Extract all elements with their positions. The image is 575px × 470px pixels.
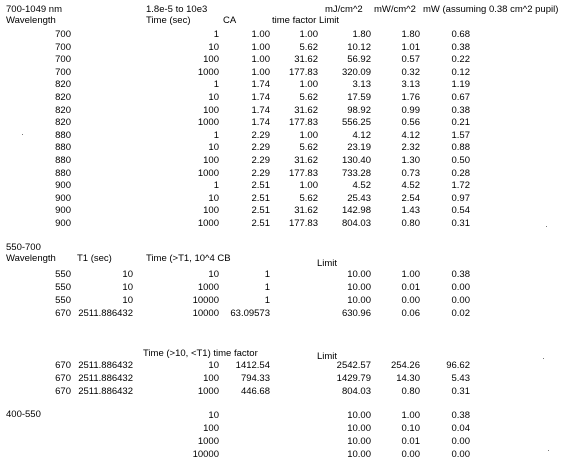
time-factor-header-3: Time (>10, <T1) time factor	[143, 348, 258, 359]
section1-row-cell: 10.12	[347, 41, 371, 53]
section1-row-cell: 1.01	[401, 41, 420, 53]
wavelength-header-2: Wavelength	[6, 253, 56, 264]
section2-row-cell: 1	[264, 282, 270, 293]
section3-row-cell: 1412.54	[235, 360, 270, 371]
section1-row-cell: 1.00	[251, 29, 270, 40]
section1-row-cell: 0.99	[401, 104, 420, 116]
section4-row-cell: 0.00	[451, 436, 470, 447]
section2-row-cell: 1000	[197, 282, 219, 293]
section1-row-cell: 2.32	[401, 142, 420, 154]
section2-row-cell: 10	[122, 295, 133, 306]
section1-row-cell: 0.38	[451, 41, 470, 53]
section4-row-cell: 0.10	[401, 423, 420, 434]
section1-row-cell: 100	[203, 54, 219, 66]
section1-row-cell: 2.51	[251, 180, 270, 192]
section2-row-cell: 0.06	[401, 308, 420, 319]
section1-row-cell: 0.31	[451, 218, 470, 229]
section3-row-cell: 5.43	[451, 373, 470, 384]
section1-row-cell: 4.12	[352, 129, 371, 141]
section1-row-cell: 880	[55, 142, 71, 154]
section1-row-cell: 1.00	[299, 79, 318, 91]
section1-row-cell: 25.43	[347, 192, 371, 204]
section4-row-cell: 0.01	[401, 436, 420, 447]
section1-row-cell: 0.32	[401, 66, 420, 78]
section1-row-cell: 1.00	[299, 129, 318, 141]
section1-row-cell: 130.40	[341, 155, 371, 166]
section4-row-cell: 10000	[192, 449, 219, 460]
range-label-700-1049: 700-1049 nm	[6, 4, 62, 15]
section3-row-cell: 0.80	[401, 386, 420, 397]
section1-row-cell: 0.28	[451, 167, 470, 179]
section1-row-cell: 2.51	[251, 192, 270, 204]
section3-row-cell: 0.31	[451, 386, 470, 397]
section1-row-cell: 0.68	[451, 29, 470, 40]
section1-row-cell: 177.83	[288, 66, 318, 78]
section1-row-cell: 1.74	[251, 92, 270, 103]
wavelength-header: Wavelength	[6, 15, 56, 26]
section2-row-cell: 0.38	[451, 269, 470, 280]
section2-row-cell: 1	[264, 269, 270, 280]
section1-row-cell: 700	[55, 41, 71, 53]
section1-row-cell: 1.00	[299, 180, 318, 192]
section1-row-cell: 31.62	[294, 155, 318, 166]
section3-row-cell: 1429.79	[336, 373, 371, 384]
section1-row-cell: 820	[55, 92, 71, 103]
section3-row-cell: 2542.57	[336, 360, 371, 371]
section1-row-cell: 1000	[197, 66, 219, 78]
section1-row-cell: 10	[208, 142, 219, 154]
section1-row-cell: 900	[55, 180, 71, 192]
section1-row-cell: 5.62	[299, 142, 318, 154]
time-cb-header: Time (>T1, 10^4 CB	[146, 253, 231, 264]
section1-row-cell: 31.62	[294, 54, 318, 66]
section4-row-cell: 10.00	[347, 436, 371, 447]
section2-row-cell: 0.00	[401, 295, 420, 306]
section4-row-cell: 10	[208, 410, 219, 421]
section4-row-cell: 10.00	[347, 423, 371, 434]
section1-row-cell: 1.74	[251, 79, 270, 91]
t1-header: T1 (sec)	[77, 253, 112, 264]
section1-row-cell: 1.00	[251, 66, 270, 78]
section1-row-cell: 177.83	[288, 167, 318, 179]
section3-row-cell: 670	[55, 373, 71, 384]
section3-row-cell: 100	[203, 373, 219, 384]
section1-row-cell: 177.83	[288, 218, 318, 229]
range-label-550-700: 550-700	[6, 242, 41, 253]
section3-row-cell: 2511.886432	[78, 360, 133, 371]
section1-row-cell: 0.22	[451, 54, 470, 66]
section4-row-cell: 100	[203, 423, 219, 434]
section1-row-cell: 1000	[197, 218, 219, 229]
section1-row-cell: 10	[208, 92, 219, 103]
section1-row-cell: 100	[203, 205, 219, 217]
section1-row-cell: 98.92	[347, 104, 371, 116]
scan-speck	[22, 134, 23, 135]
section1-row-cell: 1	[213, 79, 219, 91]
section1-row-cell: 100	[203, 104, 219, 116]
mj-cm2-header: mJ/cm^2	[325, 4, 363, 15]
section1-row-cell: 1.74	[251, 117, 270, 129]
section1-row-cell: 900	[55, 205, 71, 217]
section1-row-cell: 804.03	[341, 218, 371, 229]
section1-row-cell: 2.51	[251, 205, 270, 217]
section2-row-cell: 10.00	[347, 269, 371, 280]
section2-row-cell: 550	[55, 269, 71, 280]
section2-row-cell: 10	[122, 269, 133, 280]
section1-row-cell: 880	[55, 167, 71, 179]
section1-row-cell: 1000	[197, 117, 219, 129]
section1-row-cell: 0.57	[401, 54, 420, 66]
section1-row-cell: 880	[55, 155, 71, 166]
section1-row-cell: 0.80	[401, 218, 420, 229]
section1-row-cell: 177.83	[288, 117, 318, 129]
mw-cm2-header: mW/cm^2	[374, 4, 416, 15]
section1-row-cell: 10	[208, 41, 219, 53]
section4-row-cell: 10.00	[347, 449, 371, 460]
section1-row-cell: 1.00	[299, 29, 318, 40]
section1-row-cell: 1.80	[352, 29, 371, 40]
section1-row-cell: 733.28	[341, 167, 371, 179]
section2-row-cell: 630.96	[341, 308, 371, 319]
section1-row-cell: 10	[208, 192, 219, 204]
section1-row-cell: 320.09	[341, 66, 371, 78]
section3-row-cell: 670	[55, 386, 71, 397]
section4-row-cell: 0.00	[451, 449, 470, 460]
section2-row-cell: 10000	[192, 308, 219, 319]
section1-row-cell: 5.62	[299, 92, 318, 103]
section1-row-cell: 2.29	[251, 129, 270, 141]
section3-row-cell: 2511.886432	[78, 373, 133, 384]
section1-row-cell: 142.98	[341, 205, 371, 217]
section1-row-cell: 4.52	[352, 180, 371, 192]
section2-row-cell: 10000	[192, 295, 219, 306]
time-factor-limit-header: time factor Limit	[272, 15, 340, 26]
section2-row-cell: 0.00	[451, 295, 470, 306]
section1-row-cell: 0.73	[401, 167, 420, 179]
section1-row-cell: 0.67	[451, 92, 470, 103]
section2-row-cell: 550	[55, 282, 71, 293]
ca-header: CA	[223, 15, 237, 26]
section3-row-cell: 1000	[197, 386, 219, 397]
section1-row-cell: 2.29	[251, 167, 270, 179]
section1-row-cell: 23.19	[347, 142, 371, 154]
scan-speck	[546, 226, 547, 227]
section1-row-cell: 1.00	[251, 41, 270, 53]
section1-row-cell: 3.13	[401, 79, 420, 91]
section1-row-cell: 1	[213, 29, 219, 40]
section4-row-cell: 1.00	[401, 410, 420, 421]
section1-row-cell: 2.29	[251, 155, 270, 166]
section1-row-cell: 820	[55, 79, 71, 91]
time-range-label: 1.8e-5 to 10e3	[146, 4, 208, 15]
section1-row-cell: 1.74	[251, 104, 270, 116]
section1-row-cell: 4.12	[401, 129, 420, 141]
section1-row-cell: 700	[55, 66, 71, 78]
section1-row-cell: 3.13	[352, 79, 371, 91]
section1-row-cell: 0.56	[401, 117, 420, 129]
scan-speck	[548, 450, 549, 451]
section1-row-cell: 820	[55, 117, 71, 129]
section2-row-cell: 0.00	[451, 282, 470, 293]
section3-row-cell: 804.03	[341, 386, 371, 397]
section1-row-cell: 700	[55, 29, 71, 40]
section1-row-cell: 900	[55, 218, 71, 229]
section3-row-cell: 96.62	[446, 360, 470, 371]
section1-row-cell: 4.52	[401, 180, 420, 192]
section1-row-cell: 1.57	[451, 129, 470, 141]
section1-row-cell: 0.88	[451, 142, 470, 154]
section1-row-cell: 0.12	[451, 66, 470, 78]
section3-row-cell: 254.26	[390, 360, 420, 371]
section2-row-cell: 10	[208, 269, 219, 280]
section1-row-cell: 2.51	[251, 218, 270, 229]
section1-row-cell: 700	[55, 54, 71, 66]
section1-row-cell: 2.29	[251, 142, 270, 154]
section1-row-cell: 0.21	[451, 117, 470, 129]
section1-row-cell: 1.30	[401, 155, 420, 166]
section1-row-cell: 1	[213, 180, 219, 192]
section3-row-cell: 10	[208, 360, 219, 371]
section1-row-cell: 1000	[197, 167, 219, 179]
section1-row-cell: 880	[55, 129, 71, 141]
section1-row-cell: 31.62	[294, 104, 318, 116]
section1-row-cell: 5.62	[299, 192, 318, 204]
section2-row-cell: 63.09573	[230, 308, 270, 319]
section1-row-cell: 900	[55, 192, 71, 204]
section1-row-cell: 56.92	[347, 54, 371, 66]
section1-row-cell: 1.76	[401, 92, 420, 103]
section1-row-cell: 1.19	[451, 79, 470, 91]
range-label-400-550: 400-550	[6, 409, 41, 420]
section1-row-cell: 1.72	[451, 180, 470, 192]
section2-row-cell: 0.01	[401, 282, 420, 293]
section4-row-cell: 0.38	[451, 410, 470, 421]
section1-row-cell: 0.54	[451, 205, 470, 217]
section1-row-cell: 1.43	[401, 205, 420, 217]
section3-row-cell: 670	[55, 360, 71, 371]
limit-header-2: Limit	[317, 258, 338, 269]
section1-row-cell: 2.54	[401, 192, 420, 204]
section1-row-cell: 1.80	[401, 29, 420, 40]
section2-row-cell: 2511.886432	[78, 308, 133, 319]
section2-row-cell: 10.00	[347, 295, 371, 306]
section1-row-cell: 0.38	[451, 104, 470, 116]
section1-row-cell: 0.97	[451, 192, 470, 204]
section3-row-cell: 794.33	[240, 373, 270, 384]
section1-row-cell: 5.62	[299, 41, 318, 53]
section2-row-cell: 0.02	[451, 308, 470, 319]
mw-pupil-header: mW (assuming 0.38 cm^2 pupil)	[423, 4, 559, 15]
section1-row-cell: 0.50	[451, 155, 470, 166]
section1-row-cell: 17.59	[347, 92, 371, 103]
section2-row-cell: 10	[122, 282, 133, 293]
section3-row-cell: 14.30	[396, 373, 420, 384]
section4-row-cell: 0.04	[451, 423, 470, 434]
section1-row-cell: 31.62	[294, 205, 318, 217]
section2-row-cell: 10.00	[347, 282, 371, 293]
section1-row-cell: 100	[203, 155, 219, 166]
section4-row-cell: 1000	[197, 436, 219, 447]
section2-row-cell: 670	[55, 308, 71, 319]
section3-row-cell: 2511.886432	[78, 386, 133, 397]
scan-speck	[543, 358, 544, 359]
section1-row-cell: 556.25	[341, 117, 371, 129]
section2-row-cell: 1.00	[401, 269, 420, 280]
section1-row-cell: 1	[213, 129, 219, 141]
section1-row-cell: 820	[55, 104, 71, 116]
section2-row-cell: 550	[55, 295, 71, 306]
limit-header-3: Limit	[317, 351, 338, 362]
section3-row-cell: 446.68	[240, 386, 270, 397]
section1-row-cell: 1.00	[251, 54, 270, 66]
time-header: Time (sec)	[146, 15, 191, 26]
section2-row-cell: 1	[264, 295, 270, 306]
section4-row-cell: 10.00	[347, 410, 371, 421]
section4-row-cell: 0.00	[401, 449, 420, 460]
